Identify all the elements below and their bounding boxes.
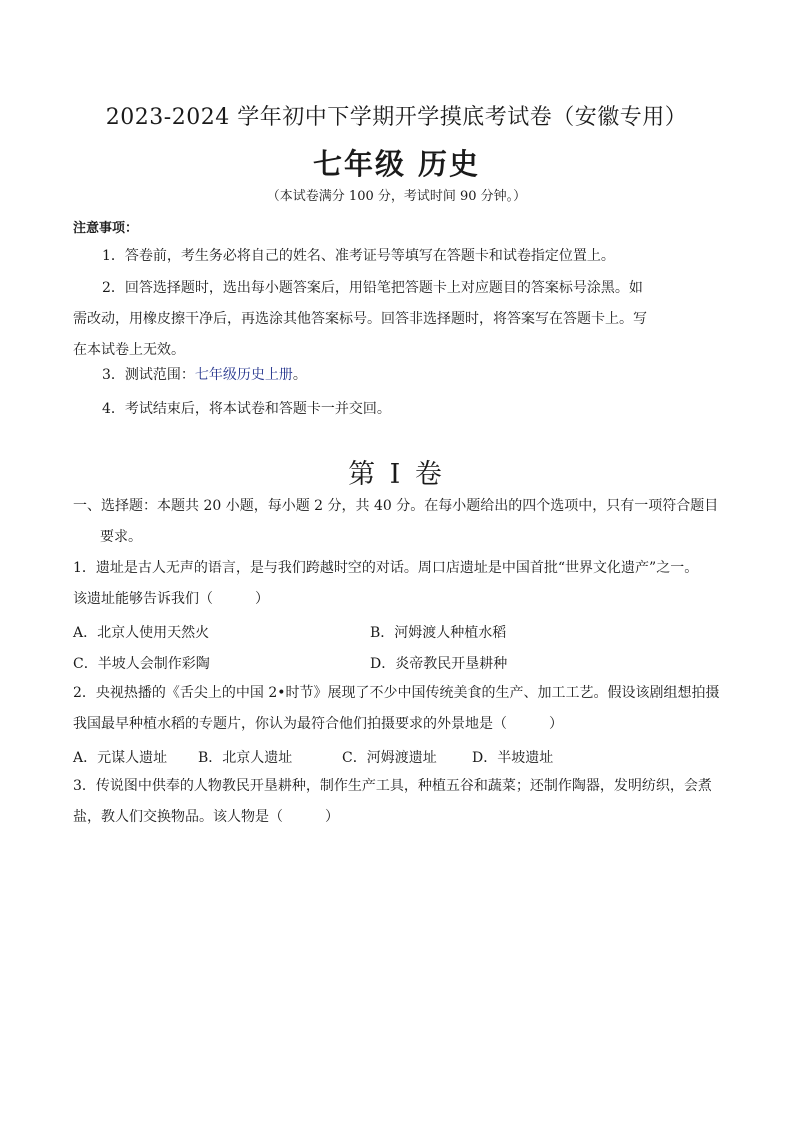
notice-item-3 xyxy=(102,367,307,384)
question-2-option-d: D．半坡遗址 xyxy=(472,750,554,766)
notice-item-2-line-3: 在本试卷上无效。 xyxy=(73,342,185,358)
section-instruction-line-2: 要求。 xyxy=(100,529,142,545)
question-2-option-b: B．北京人遗址 xyxy=(198,750,293,766)
section-instruction-line-1: 一、选择题：本题共 20 小题，每小题 2 分，共 40 分。在每小题给出的四个选项中，只有一项符合题目 xyxy=(73,498,719,514)
notice-item-2-line-2: 需改动，用橡皮擦干净后，再选涂其他答案标号。回答非选择题时，将答案写在答题卡上。写 xyxy=(73,311,647,327)
question-3-line-2: 盐，教人们交换物品。该人物是（ ） xyxy=(73,809,339,825)
exam-title: 2023-2024 学年初中下学期开学摸底考试卷（安徽专用） xyxy=(105,105,688,130)
grade-subject-title: 七年级 历史 xyxy=(312,147,481,181)
score-time-note: （本试卷满分 100 分，考试时间 90 分钟。） xyxy=(266,189,527,204)
notice-item-1: 1．答卷前，考生务必将自己的姓名、准考证号等填写在答题卡和试卷指定位置上。 xyxy=(102,248,615,264)
question-1-option-a: A．北京人使用天然火 xyxy=(73,625,210,641)
question-1-option-b: B．河姆渡人种植水稻 xyxy=(370,625,507,641)
section-title: 第 I 卷 xyxy=(348,459,445,490)
notice-item-2-line-1: 2．回答选择题时，选出每小题答案后，用铅笔把答题卡上对应题目的答案标号涂黑。如 xyxy=(102,280,643,296)
question-3-line-1: 3．传说图中供奉的人物教民开垦耕种，制作生产工具，种植五谷和蔬菜；还制作陶器，发明纺织，会煮 xyxy=(73,778,712,794)
question-1-line-2: 该遗址能够告诉我们（ ） xyxy=(73,591,269,607)
notice-heading: 注意事项： xyxy=(73,221,139,236)
notice-item-4: 4．考试结束后，将本试卷和答题卡一并交回。 xyxy=(102,401,391,417)
question-1-line-1: 1．遗址是古人无声的语言，是与我们跨越时空的对话。周口店遗址是中国首批“世界文化遗产”之一。 xyxy=(73,560,699,576)
notice-item-3-prefix: 3．测试范围： xyxy=(102,367,195,383)
question-1-option-c: C．半坡人会制作彩陶 xyxy=(73,656,210,672)
question-2-line-1: 2．央视热播的《舌尖上的中国 2•时节》展现了不少中国传统美食的生产、加工工艺。假设该剧组想拍摄 xyxy=(73,685,720,701)
question-1-option-d: D．炎帝教民开垦耕种 xyxy=(370,656,508,672)
notice-item-3-suffix: 。 xyxy=(292,367,307,383)
test-scope-text: 七年级历史上册 xyxy=(194,367,293,383)
question-2-option-a: A．元谋人遗址 xyxy=(73,750,168,766)
question-2-option-c: C．河姆渡遗址 xyxy=(342,750,437,766)
question-2-line-2: 我国最早种植水稻的专题片，你认为最符合他们拍摄要求的外景地是（ ） xyxy=(73,716,563,732)
